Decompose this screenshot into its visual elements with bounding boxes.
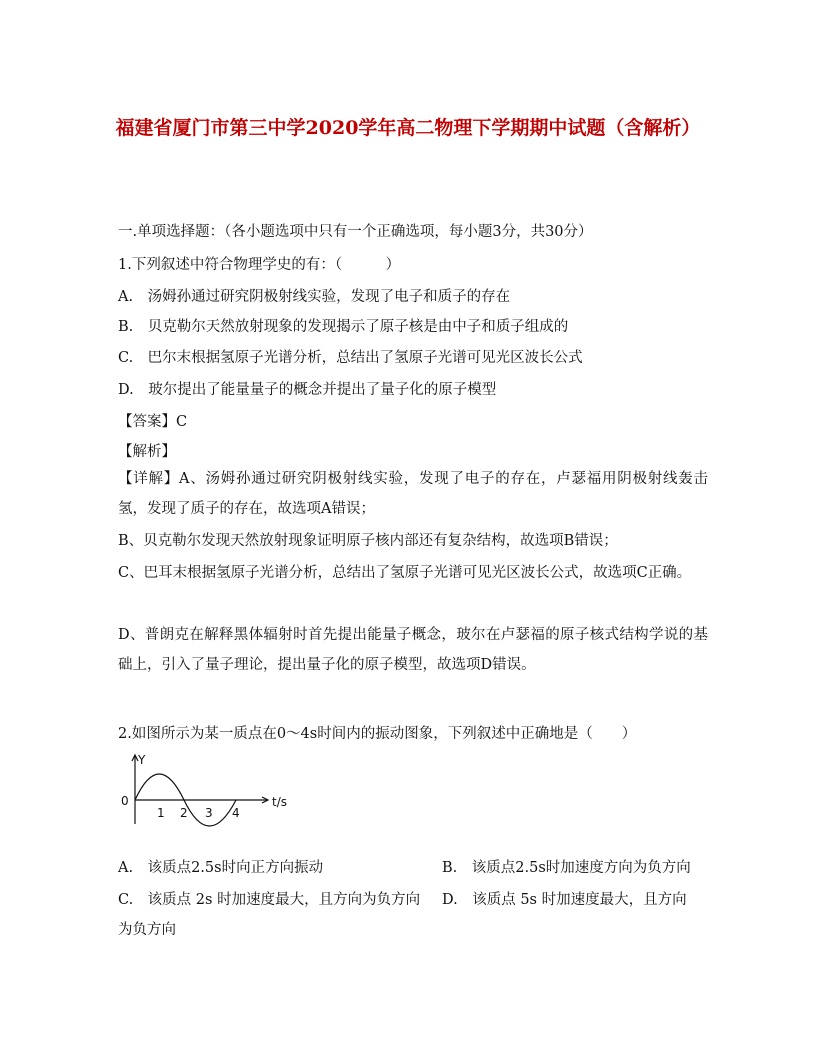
tick-label-4: 4 [232, 806, 240, 820]
question-2-option-c: C. 该质点 2s 时加速度最大，且方向为负方向 [118, 892, 421, 908]
question-2-option-d: D. 该质点 5s 时加速度最大，且方向 [442, 892, 687, 908]
explanation-c: C、巴耳末根据氢原子光谱分析，总结出了氢原子光谱可见光区波长公式，故选项C正确。 [118, 565, 692, 581]
explanation-b: B、贝克勒尔发现天然放射现象证明原子核内部还有复杂结构，故选项B错误； [118, 533, 618, 549]
tick-label-3: 3 [205, 806, 213, 820]
question-1-option-b: B. 贝克勒尔天然放射现象的发现揭示了原子核是由中子和质子组成的 [118, 319, 569, 335]
question-1-option-d: D. 玻尔提出了能量量子的概念并提出了量子化的原子模型 [118, 382, 497, 398]
section-heading: 一.单项选择题：（各小题选项中只有一个正确选项，每小题3分，共30分） [118, 224, 593, 240]
question-1-option-c: C. 巴尔末根据氢原子光谱分析，总结出了氢原子光谱可见光区波长公式 [118, 350, 583, 366]
origin-label: 0 [121, 794, 129, 808]
question-2-stem: 2.如图所示为某一质点在0～4s时间内的振动图象，下列叙述中正确地是（ ） [118, 726, 637, 742]
question-1-answer: 【答案】C [118, 414, 188, 430]
explanation-d: D、普朗克在解释黑体辐射时首先提出能量子概念，玻尔在卢瑟福的原子核式结构学说的基础上，引入了量子理论，提出量子化的原子模型，故选项D错误。 [118, 627, 708, 673]
vibration-graph [118, 752, 308, 832]
document-title: 福建省厦门市第三中学2020学年高二物理下学期期中试题（含解析） [115, 117, 701, 139]
question-2-option-d-continued: 为负方向 [118, 922, 176, 938]
x-axis-label: t/s [272, 795, 287, 809]
question-1-option-a: A. 汤姆孙通过研究阴极射线实验，发现了电子和质子的存在 [118, 289, 511, 305]
question-1-analysis-label: 【解析】 [118, 444, 176, 460]
tick-label-2: 2 [180, 806, 188, 820]
question-1-stem: 1.下列叙述中符合物理学史的有：（ ） [118, 257, 401, 273]
explanation-a: 【详解】A、汤姆孙通过研究阴极射线实验，发现了电子的存在，卢瑟福用阴极射线轰击氢，发现了质子的存在，故选项A错误； [118, 471, 708, 517]
tick-label-1: 1 [157, 806, 165, 820]
y-axis-label: Y [138, 753, 146, 767]
question-2-option-a: A. 该质点2.5s时向正方向振动 [118, 860, 324, 876]
question-2-option-b: B. 该质点2.5s时加速度方向为负方向 [442, 860, 691, 876]
